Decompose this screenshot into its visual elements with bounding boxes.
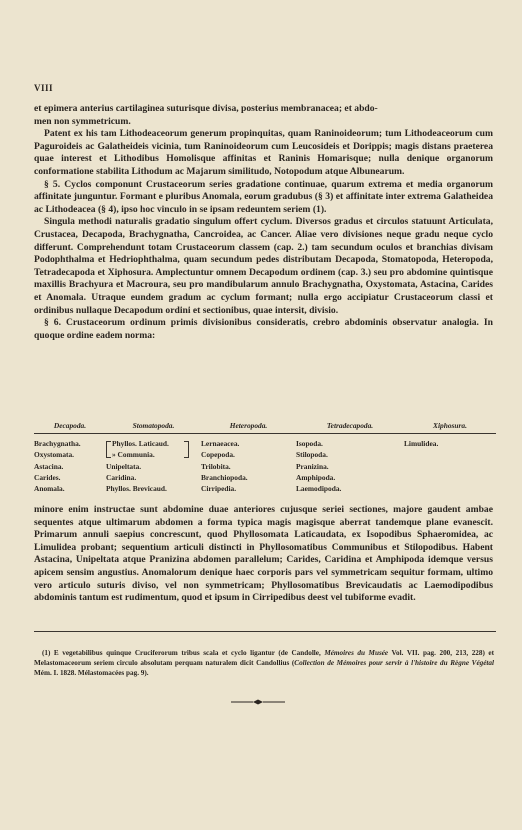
table-cell: Isopoda.	[296, 439, 323, 449]
footnote	[34, 648, 494, 678]
intro-line-2: men non symmetricum.	[34, 115, 131, 127]
paragraph-1: Patent ex his tam Lithodeaceorum generum propinquitas, quam Raninoideorum; tum Lithodeaceorum cum Paguroideis ac Galatheideis vicinia, tum Raninoideorum cum Leucosideis et Dorippis; magis distans praeterea quae interest et Lithodibus Homolisque affinitas et Raninis Homarisque; nulla denique organorum conformatione stabilita Lithodum ac Majarum similitudo, Notopodum atque Albunearum.	[34, 128, 493, 177]
footnote-citation: Collection de Mémoires pour servir à l'histoire du Règne Végétal	[294, 659, 495, 667]
table-cell: Branchiopoda.	[201, 472, 248, 482]
table-rule	[34, 433, 496, 434]
footnote-citation: Mémoires du Musée	[324, 649, 389, 657]
table-body	[34, 438, 496, 494]
table-cell: Limulidea.	[404, 439, 439, 449]
phyllosoma-bracket	[106, 438, 201, 460]
table-cell: Laemodipoda.	[296, 484, 342, 494]
column-xiphosura	[404, 438, 496, 494]
page-number: VIII	[34, 83, 54, 93]
paragraph-section-5: § 5. Cyclos componunt Crustaceorum series gradatione continuae, quarum extrema et media organorum affinitate junguntur. Formant e pluribus Anomala, eorum gradubus (§ 3) et affinitate inter extrema Galatheidea ac Lithodeacea (§ 4), ipso hoc vinculo in se ipsam redeuntem seriem (1).	[34, 178, 493, 215]
header-tetradecapoda: Tetradecapoda.	[326, 421, 374, 430]
column-stomatopoda	[106, 438, 201, 494]
header-xiphosura: Xiphosura.	[433, 421, 467, 430]
table-header-row	[34, 420, 496, 431]
table-cell: Amphipoda.	[296, 472, 336, 482]
paragraph-3: Singula methodi naturalis gradatio singulum offert cyclum. Diversos gradus et circulos statuunt Articulata, Crustacea, Decapoda, Brachygnatha, Cancroidea, ac Cancer. Aliae vero divisiones neque gradu neque cyclo differunt. Comprehendunt totam Crustaceorum classem (cap. 2.) tam secundum oculos et branchias divisam Podophthalma et Hedriophthalma, quam secundum pedes distributam Decapoda, Stomatopoda, Heteropoda, Tetradecapoda et Xiphosura. Amplectuntur omnem Decapodum ordinem (cap. 3.) seu pro abdomine quintisque maxillis Brachyura et Macroura, seu pro mandibularum annulo Brachygnatha, Oxystomata, Astacina, Carides et Anomala. Utraque eundem gradum ac cyclum formant; nulla ergo accipiatur Crustaceorum classi et ordinibus nullaque Decapodum ordini et sectionibus, quae intersit, divisio.	[34, 216, 493, 316]
body-text-upper	[34, 103, 493, 342]
table-cell: » Communia.	[112, 450, 155, 460]
header-stomatopoda: Stomatopoda.	[132, 421, 175, 430]
table-cell: Cirripedia.	[201, 484, 237, 494]
footnote-rule	[34, 631, 496, 632]
table-cell: Oxystomata.	[34, 450, 75, 460]
table-cell: Copepoda.	[201, 450, 235, 460]
table-cell: Anomala.	[34, 484, 65, 494]
table-cell: Lernaeacea.	[201, 439, 240, 449]
table-cell: Phyllos. Brevicaud.	[106, 484, 167, 494]
footnote-text: (1) E vegetabilibus quinque Cruciferorum tribus scala et cyclo ligantur (de Candolle,	[42, 649, 325, 657]
column-decapoda	[34, 438, 106, 494]
table-cell: Astacina.	[34, 461, 64, 471]
intro-line-1: et epimera anterius cartilaginea suturisque divisa, posterius membranacea; et abdo-	[34, 103, 378, 114]
column-tetradecapoda	[296, 438, 404, 494]
table-cell: Pranizina.	[296, 461, 329, 471]
column-heteropoda	[201, 438, 296, 494]
classification-table	[34, 420, 496, 494]
footnote-text: Mém. I. 1828. Mélastomacées pag. 9).	[34, 669, 149, 677]
paragraph-5: minore enim instructae sunt abdomine duae anteriores cujusque seriei sectiones, majore gaudent ambae sequentes atque ultimarum abdomen a forma typica magis magisque aberrat tandemque plane evanescit. Primarum annuli saepius concrescunt, quod Phyllosomata Laticaudata, ex Isopodibus Sphaeromidea, ac Limulidea probant; sequentium articuli distincti in Phyllosomatibus Communibus et Stilopodibus. Habent Astacina, Unipeltata atque Pranizina abdomen parallelum; Carides, Caridina et Amphipoda idemque versus apicem sensim angustius. Anomalorum denique haec corporis pars vel symmetricam sequitur formam, ultimo vero articulo suturis diviso, vel non symmetricam; Phyllosomatibus Brevicaudatis ac Laemodipodibus abdominis tantum est rudimentum, quod et ipsum in Cirripedibus deest vel tubiforme evadit.	[34, 504, 493, 604]
body-text-lower	[34, 504, 493, 605]
table-cell: Stilopoda.	[296, 450, 328, 460]
header-heteropoda: Heteropoda.	[229, 421, 268, 430]
ornament-divider	[231, 699, 285, 705]
table-cell: Unipeltata.	[106, 461, 142, 471]
table-cell: Phyllos. Laticaud.	[112, 439, 169, 449]
footnote-text: Vol. VII. pag. 200, 213, 228) et Melastomaceorum seriem circulo absolutam perquam naturalem dicit Candollius (	[34, 649, 494, 667]
paragraph-section-6: § 6. Crustaceorum ordinum primis divisionibus consideratis, crebro abdominis observatur analogia. In quoque ordine eadem norma:	[34, 317, 493, 341]
table-cell: Caridina.	[106, 472, 137, 482]
header-decapoda: Decapoda.	[53, 421, 87, 430]
table-cell: Brachygnatha.	[34, 439, 81, 449]
table-cell: Carides.	[34, 472, 61, 482]
table-cell: Trilobita.	[201, 461, 231, 471]
